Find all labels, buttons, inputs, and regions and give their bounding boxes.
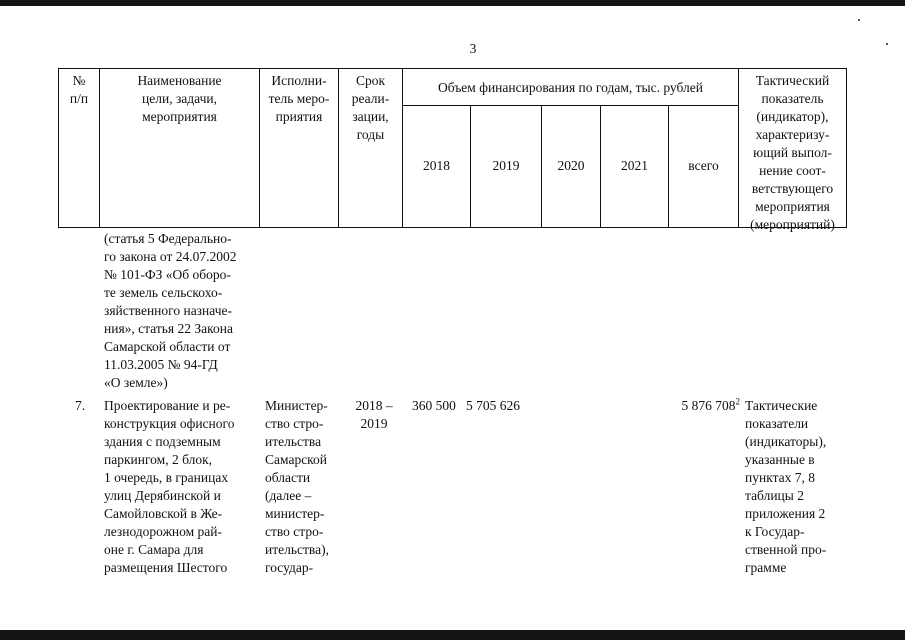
top-border-bar: [0, 0, 905, 6]
row-7-executor: Министер- ство стро- ительства Самарской области (далее – министер- ство стро- ительства), государ-: [265, 398, 329, 575]
row-7-total-footnote: 2: [735, 396, 740, 407]
row-7-number: 7.: [75, 398, 86, 413]
header-term: Срок реали- зации, годы: [351, 73, 390, 142]
header-year-2021: 2021: [621, 158, 648, 173]
header-total: всего: [688, 158, 719, 173]
row-divider: [402, 105, 738, 106]
row-7-total: [640, 397, 740, 415]
row-7-name: Проектирование и ре- конструкция офисного здания с подземным паркингом, 2 блок, 1 очередь, в границах улиц Дерябинской и Самойловской в Же- лезнодорожном рай- оне г. Самара для размещения Шестого: [104, 398, 235, 575]
header-indicator: Тактический показатель (индикатор), характеризу- ющий выпол- нение соот- ветствующего мероприятия (мероприятий): [750, 73, 835, 232]
header-year-2020: 2020: [557, 158, 585, 173]
header-name: Наименование цели, задачи, мероприятия: [137, 73, 222, 124]
scan-speck: [858, 19, 860, 21]
row-7-2018: 360 500: [412, 398, 456, 413]
row-7-term: 2018 – 2019: [355, 398, 393, 431]
header-num: № п/п: [69, 73, 89, 106]
row-7-2019: 5 705 626: [466, 398, 520, 413]
continuation-text: (статья 5 Федерально- го закона от 24.07.2002 № 101-ФЗ «Об оборо- те земель сельскохо- зяйственного назначе- ния», статья 22 Закона Самарской области от 11.03.2005 № 94-ГД «О земле»): [104, 231, 237, 390]
scan-speck: [886, 43, 888, 45]
page-number: 3: [469, 41, 477, 56]
header-executor: Исполни- тель меро- приятия: [268, 73, 330, 124]
header-year-2018: 2018: [423, 158, 450, 173]
row-7-indicator: Тактические показатели (индикаторы), указанные в пунктах 7, 8 таблицы 2 приложения 2 к Государ- ственной про- грамме: [745, 398, 827, 575]
header-funding: Объем финансирования по годам, тыс. рублей: [438, 80, 703, 95]
table-header: [58, 68, 847, 232]
bottom-border-bar: [0, 630, 905, 640]
row-7-total-value: 5 876 708: [681, 398, 736, 413]
header-year-2019: 2019: [492, 158, 520, 173]
